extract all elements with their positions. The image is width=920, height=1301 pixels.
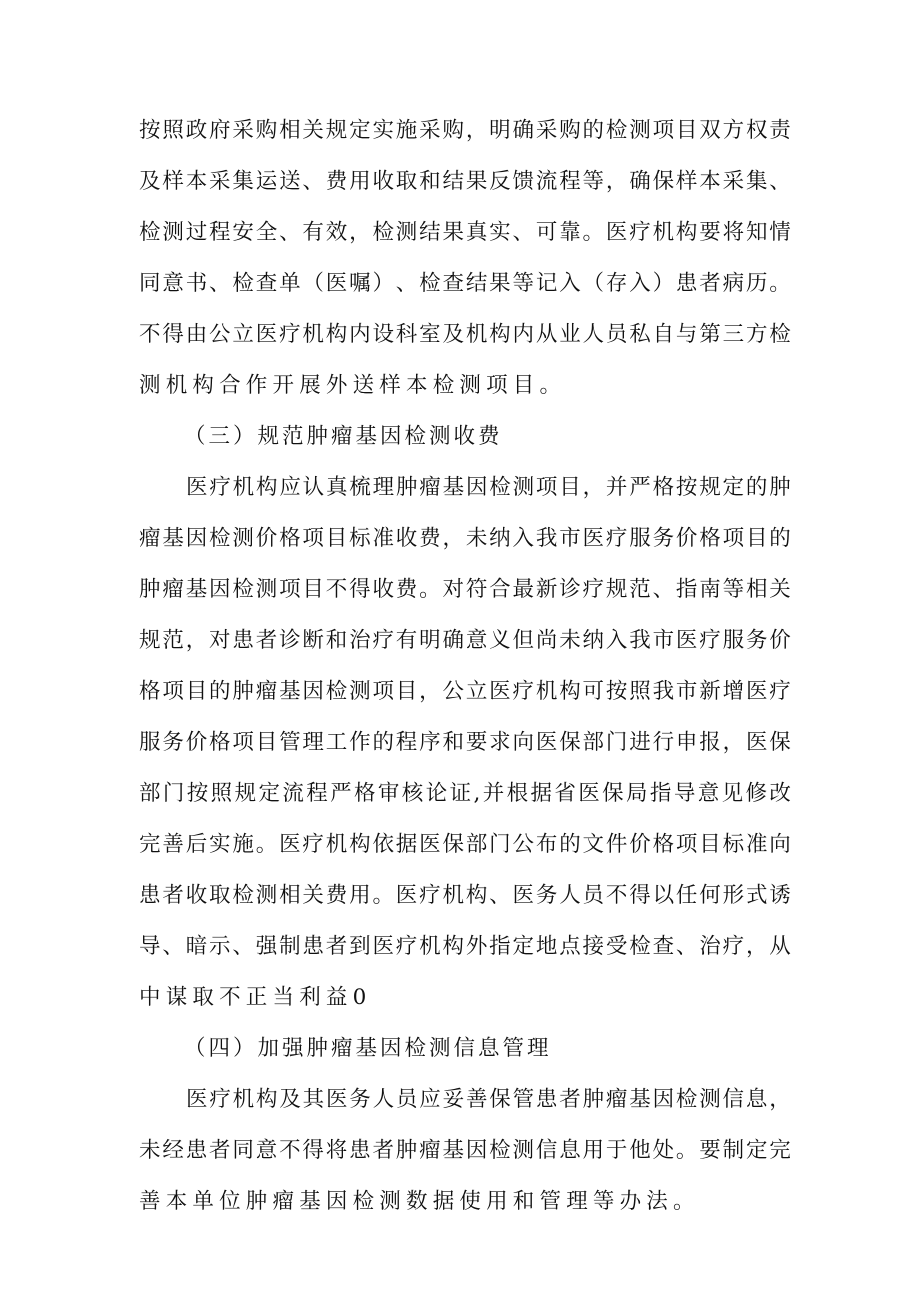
text-line: 肿 瘤 基 因 检 测 项 目 不 得 收 费 。 对 符 合 最 新 诊 疗 规 范 、 指 南 等 相 关 [139, 577, 791, 602]
text-line: 善本单位肿瘤基因检测数据使用和管理等办法。 [139, 1189, 700, 1214]
text-line: 规 范 ， 对 患 者 诊 断 和 治 疗 有 明 确 意 义 但 尚 未 纳 入 我 市 医 疗 服 务 价 [139, 628, 791, 653]
section-heading: （三）规范肿瘤基因检测收费 [184, 424, 503, 449]
text-line: 完 善 后 实 施 。 医 疗 机 构 依 据 医 保 部 门 公 布 的 文 件 价 格 项 目 标 准 向 [139, 832, 791, 857]
text-line: 中谋取不正当利益0 [139, 985, 372, 1010]
text-line: 部 门 按 照 规 定 流 程 严 格 审 核 论 证 , 并 根 据 省 医 保 局 指 导 意 见 修 改 [139, 781, 791, 806]
text-line: 瘤 基 因 检 测 价 格 项 目 标 准 收 费 ， 未 纳 入 我 市 医 疗 服 务 价 格 项 目 的 [139, 526, 791, 551]
text-line: 格 项 目 的 肿 瘤 基 因 检 测 项 目 ， 公 立 医 疗 机 构 可 按 照 我 市 新 增 医 疗 [139, 679, 791, 704]
text-line: 按 照 政 府 采 购 相 关 规 定 实 施 采 购 ， 明 确 采 购 的 检 测 项 目 双 方 权 责 [139, 118, 791, 143]
text-line: 患 者 收 取 检 测 相 关 费 用 。 医 疗 机 构 、 医 务 人 员 不 得 以 任 何 形 式 诱 [139, 883, 791, 908]
text-line: 不 得 由 公 立 医 疗 机 构 内 设 科 室 及 机 构 内 从 业 人 员 私 自 与 第 三 方 检 [139, 322, 791, 347]
text-line: 同 意 书 、 检 查 单 （ 医 嘱 ） 、 检 查 结 果 等 记 入 （ 存 入 ） 患 者 病 历 。 [139, 271, 791, 296]
text-line: 医 疗 机 构 应 认 真 梳 理 肿 瘤 基 因 检 测 项 目 ， 并 严 格 按 规 定 的 肿 [186, 475, 791, 500]
text-line: 未 经 患 者 同 意 不 得 将 患 者 肿 瘤 基 因 检 测 信 息 用 于 他 处 。 要 制 定 完 [139, 1138, 791, 1163]
text-line: 及 样 本 采 集 运 送 、 费 用 收 取 和 结 果 反 馈 流 程 等 ， 确 保 样 本 采 集 、 [139, 169, 791, 194]
text-line: 服 务 价 格 项 目 管 理 工 作 的 程 序 和 要 求 向 医 保 部 门 进 行 申 报 ， 医 保 [139, 730, 791, 755]
text-line: 医 疗 机 构 及 其 医 务 人 员 应 妥 善 保 管 患 者 肿 瘤 基 因 检 测 信 息 ， [186, 1087, 791, 1112]
text-line: 导 、 暗 示 、 强 制 患 者 到 医 疗 机 构 外 指 定 地 点 接 受 检 查 、 治 疗 ， 从 [139, 934, 791, 959]
section-heading: （四）加强肿瘤基因检测信息管理 [184, 1036, 552, 1061]
text-line: 测机构合作开展外送样本检测项目。 [139, 373, 567, 398]
text-line: 检 测 过 程 安 全 、 有 效 ， 检 测 结 果 真 实 、 可 靠 。 医 疗 机 构 要 将 知 情 [139, 220, 791, 245]
